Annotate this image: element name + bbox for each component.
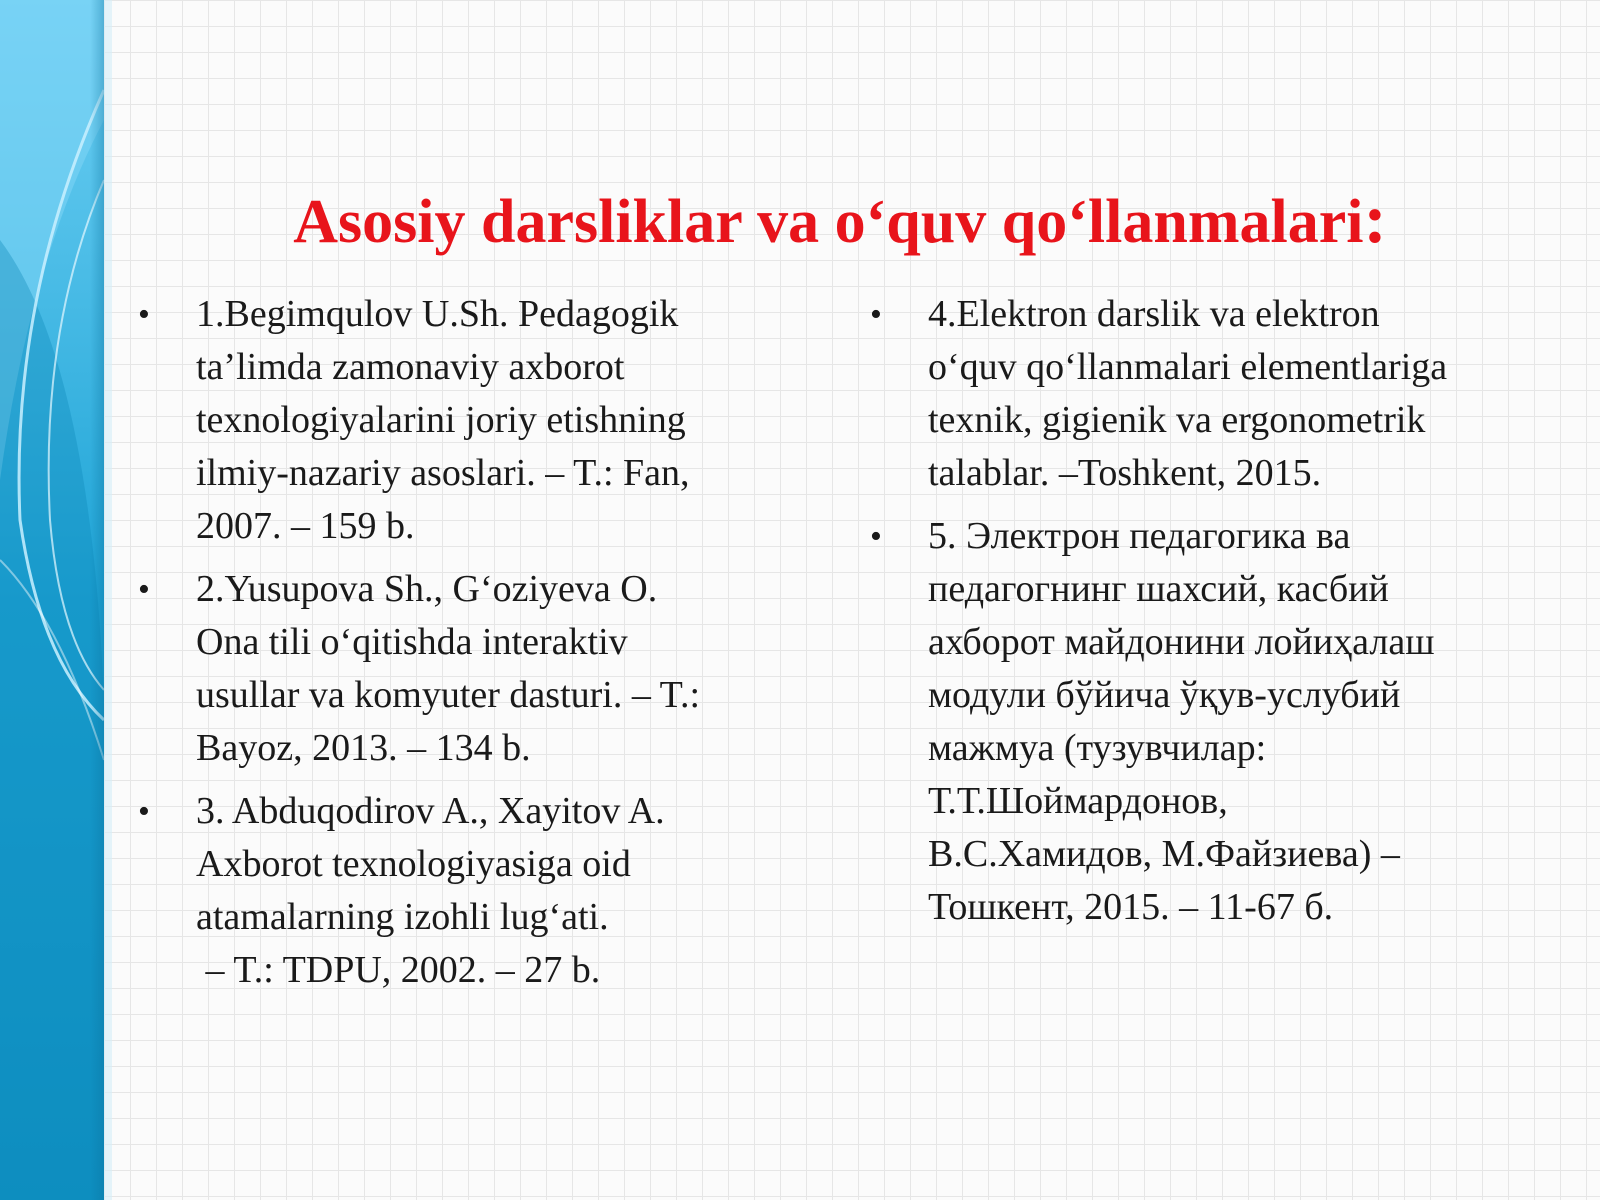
slide-title-colon: : <box>1363 181 1387 258</box>
reference-line: Bayoz, 2013. – 134 b. <box>196 727 531 769</box>
reference-line: – T.: TDPU, 2002. – 27 b. <box>196 949 601 991</box>
reference-line: 4.Elektron darslik va elektron <box>928 293 1380 335</box>
bullet-icon: • <box>138 793 150 830</box>
reference-line: 5. Электрон педагогика ва <box>928 515 1351 557</box>
reference-line: 3. Abduqodirov A., Xayitov A. <box>196 790 665 832</box>
reference-line: Axborot texnologiyasiga oid <box>196 843 631 885</box>
reference-line: Ona tili o‘qitishda interaktiv <box>196 621 628 663</box>
reference-line: 1.Begimqulov U.Sh. Pedagogik <box>196 293 679 335</box>
reference-line: мажмуа (тузувчилар: <box>928 727 1267 769</box>
reference-line: 2.Yusupova Sh., G‘oziyeva O. <box>196 568 658 610</box>
reference-line: Т.Т.Шоймардонов, <box>928 780 1228 822</box>
reference-line: o‘quv qo‘llanmalari elementlariga <box>928 346 1448 388</box>
bullet-icon: • <box>138 571 150 608</box>
reference-line: atamalarning izohli lug‘ati. <box>196 896 609 938</box>
reference-line: usullar va komyuter dasturi. – T.: <box>196 674 701 716</box>
reference-item-4 <box>862 288 1582 500</box>
reference-line: talablar. –Toshkent, 2015. <box>928 452 1322 494</box>
reference-item-5 <box>862 510 1582 934</box>
reference-line: ta’limda zamonaviy axborot <box>196 346 625 388</box>
reference-line: 2007. – 159 b. <box>196 505 415 547</box>
reference-line: texnik, gigienik va ergonometrik <box>928 399 1426 441</box>
reference-line: texnologiyalarini joriy etishning <box>196 399 686 441</box>
bullet-icon: • <box>138 296 150 333</box>
references-left-column <box>130 288 810 1007</box>
reference-item-1 <box>130 288 810 553</box>
reference-line: ахборот майдонини лойиҳалаш <box>928 621 1435 663</box>
reference-line: Тошкент, 2015. – 11-67 б. <box>928 886 1334 928</box>
reference-line: педагогнинг шахсий, касбий <box>928 568 1389 610</box>
reference-item-3 <box>130 785 810 997</box>
reference-line: В.С.Хамидов, М.Файзиева) – <box>928 833 1400 875</box>
references-right-column <box>862 288 1582 944</box>
bullet-icon: • <box>870 296 882 333</box>
reference-line: модули бўйича ўқув-услубий <box>928 674 1401 716</box>
bullet-icon: • <box>870 518 882 555</box>
reference-line: ilmiy-nazariy asoslari. – T.: Fan, <box>196 452 690 494</box>
slide-title-text: Asosiy darsliklar va o‘quv qo‘llanmalari <box>293 188 1364 256</box>
slide-title <box>0 180 1600 262</box>
reference-item-2 <box>130 563 810 775</box>
